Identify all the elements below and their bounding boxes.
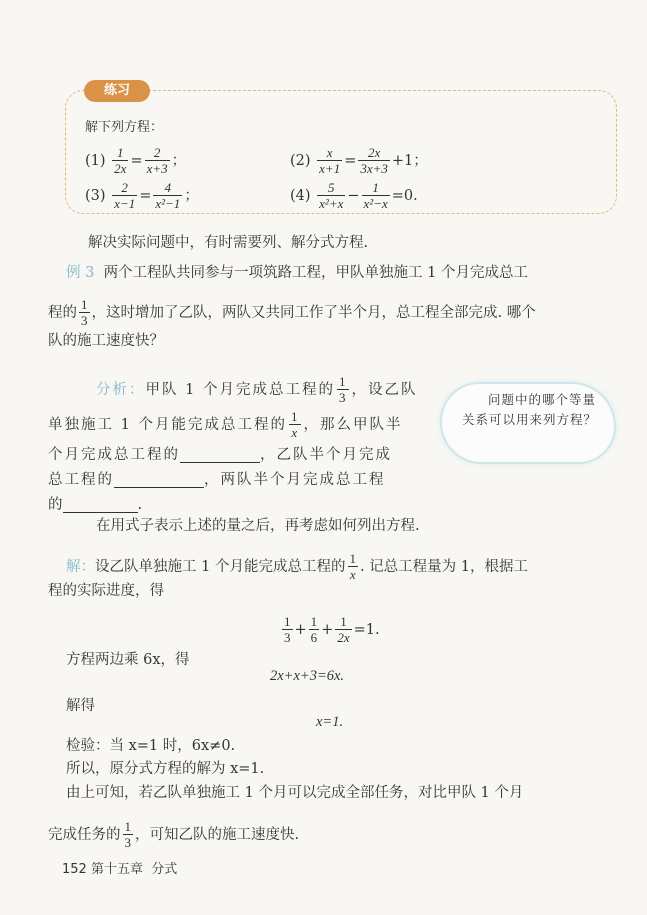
fraction: $\frac{5}{\text{x²+x}}$ [319,180,344,211]
problem-3: (3) $\frac{2}{x-1}$ = $\frac{4}{\text{x²−1}}$ ； [85,180,199,211]
intro-text: 解决实际问题中，有时需要列、解分式方程. [88,235,369,251]
check-text: 检验：当 x=1 时，6x≠0. [66,738,236,754]
equation-3: x=1. [316,714,344,730]
fraction: $\frac{1}{3}$ [124,819,131,850]
chapter: 第十五章 [90,862,143,877]
page-number: 152 [62,862,87,877]
fraction: $\frac{1}{x}$ [349,551,356,582]
analysis-line-2: 单独施工 1 个月能完成总工程的 $\frac{1}{x}$ ，那么甲队半 [48,409,403,440]
summary-line-2: 完成任务的 $\frac{1}{3}$ ，可知乙队的施工速度快. [48,819,300,850]
solution-line-1: 解： 设乙队单独施工 1 个月能完成总工程的 $\frac{1}{x}$ . 记总工程量为 1，根据工 [66,551,529,582]
exercise-instruction: 解下列方程： [85,120,164,135]
analysis-line-1: 分析： 甲队 1 个月完成总工程的 $\frac{1}{3}$ ，设乙队 [96,374,418,405]
label: (1) [85,152,106,169]
example-label: 例 3 [66,265,95,281]
page-footer [62,858,177,877]
problem-2: (2) $\frac{x}{x+1}$ = $\frac{2x}{3x+3}$ +1； [290,145,428,176]
analysis-label: 分析： [96,381,146,398]
solution-line-2: 程的实际进度，得 [48,583,164,599]
example-line-1: 例 3 两个工程队共同参与一项筑路工程，甲队单独施工 1 个月完成总工 [66,265,529,281]
analysis-line-5: 的 . [48,497,143,513]
after-text: 在用式子表示上述的量之后，再考虑如何列出方程. [96,518,420,534]
step-multiply: 方程两边乘 6x，得 [66,652,190,668]
fraction: $\frac{1}{x}$ [290,409,300,440]
answer-blank[interactable] [63,498,138,513]
equation-2: 2x+x+3=6x. [270,668,345,684]
problem-4: (4) $\frac{5}{\text{x²+x}}$ − $\frac{1}{\text{x²−x}}$ =0. [290,180,418,211]
solution-label: 解： [66,558,95,575]
fraction: $\frac{4}{\text{x²−1}}$ [155,180,181,211]
summary-line-1: 由上可知，若乙队单独施工 1 个月可以完成全部任务，对比甲队 1 个月 [66,785,524,801]
analysis-line-4: 总工程的 ，两队半个月完成总工程 [48,472,386,488]
step-solve: 解得 [66,698,95,714]
equation-1: $\frac{1}{3}$ + $\frac{1}{6}$ + $\frac{1}{2x}$ =1. [284,614,380,645]
fraction: $\frac{1}{3}$ [338,374,348,405]
problem-1: (1) $\frac{1}{2x}$ = $\frac{2}{x+3}$ ； [85,145,187,176]
conclusion-text: 所以，原分式方程的解为 x=1. [66,761,265,777]
fraction: $\frac{2x}{3x+3}$ [360,145,388,176]
fraction: $\frac{2}{x-1}$ [114,180,136,211]
example-line-3: 队的施工速度快？ [48,333,164,349]
analysis-line-3: 个月完成总工程的 ，乙队半个月完成 [48,447,392,463]
fraction: $\frac{1}{2x}$ [114,145,127,176]
fraction: $\frac{2}{x+3}$ [146,145,168,176]
fraction: $\frac{x}{x+1}$ [319,145,341,176]
answer-blank[interactable] [180,448,260,463]
exercise-tab: 练习 [84,80,150,102]
example-line-2: 程的 $\frac{1}{3}$ ，这时增加了乙队，两队又共同工作了半个月，总工程全部完成. 哪个 [48,297,536,328]
chapter-title: 分式 [151,862,178,877]
bubble-text: 问题中的哪个等量关系可以用来列方程？ [462,392,598,427]
fraction: $\frac{1}{3}$ [81,297,88,328]
fraction: $\frac{1}{\text{x²−x}}$ [363,180,388,211]
answer-blank[interactable] [114,473,204,488]
